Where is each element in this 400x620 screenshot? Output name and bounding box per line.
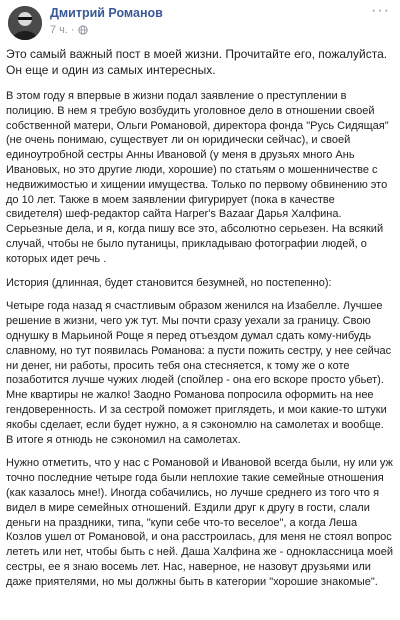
post-paragraph: Четыре года назад я счастливым образом женился на Изабелле. Лучшее решение в жизни, чего уж тут. Мы почти сразу уехали за границу. Свою однушку в Марьиной Роще я перед отъездом думал сдать кому-нибудь славному, но тут появилась Романова: а пусти пожить сестру, у нее сейчас ни денег, ни работы, просить тебя она стесняется, к тому же о коте позаботится лучше чужих людей (спойлер - она его вскоре просто убьет). Мне квартиры не жалко! Заодно Романова попросила оформить на нее гендоверенность. И за сестрой поможет приглядеть, и мои какие-то штуки якобы сделает, если будет нужно, а я сэкономлю на самолетах и вообще. В итоге я отнюдь не сэкономил на самолетах. [6,300,392,446]
post-paragraph: Это самый важный пост в моей жизни. Прочитайте его, пожалуйста. Он еще и один из самых интересных. [6,47,388,77]
post-paragraph: Нужно отметить, что у нас с Романовой и Ивановой всегда были, ну или уж точно последние четыре года были неплохие такие семейные отношения (как казалось мне!). Иногда собачились, но лучше среднего из того что я видел в мире семейных отношений. Ездили друг к другу в гости, слали деньги на праздники, типа, "купи себе что-то веселое", а когда Леша Козлов ушел от Романовой, и она расстроилась, для меня не стоял вопрос лететь или нет, чтобы быть с ней. Даша Халфина же - одноклассница моей сестры, ее я знаю восемь лет. Нас, наверное, не назовут друзьями или даже приятелями, но мы должны быть в категории "хорошие знакомые". [6,457,393,588]
meta-separator: · [70,24,75,36]
author-name[interactable]: Дмитрий Романов [50,6,163,20]
post-meta [50,24,88,36]
post-timestamp[interactable]: 7 ч. [50,24,68,36]
post-body [0,46,400,590]
post-paragraph: В этом году я впервые в жизни подал заявление о преступлении в полицию. В нем я требую возбудить уголовное дело в отношении своей собственной матери, Ольги Романовой, директора фонда "Русь Сидящая" (не очень понимаю, существует ли он юридически сейчас), и своей единоутробной сестры Анны Ивановой (у меня в друзьях много Ань Ивановых, но это другие люди, хорошие) по статьям о мошенничестве с недвижимостью и хищении имущества. Только по первому обвинению это до 10 лет. Также в моем заявлении фигурирует (пока в качестве свидетеля) шеф-редактор сайта Harper's Bazaar Дарья Халфина. Серьезные дела, и я, когда пишу все это, абсолютно серьезен. На всякий случай, чтобы не было путаницы, прикладываю фотографии людей, о которых идет речь . [6,90,389,265]
avatar[interactable] [8,6,42,40]
globe-icon [78,25,88,35]
post-header [0,0,400,46]
avatar-photo [8,6,42,40]
more-icon[interactable]: ··· [371,2,390,19]
post-paragraph: История (длинная, будет становится безумней, но постепенно): [6,276,332,289]
